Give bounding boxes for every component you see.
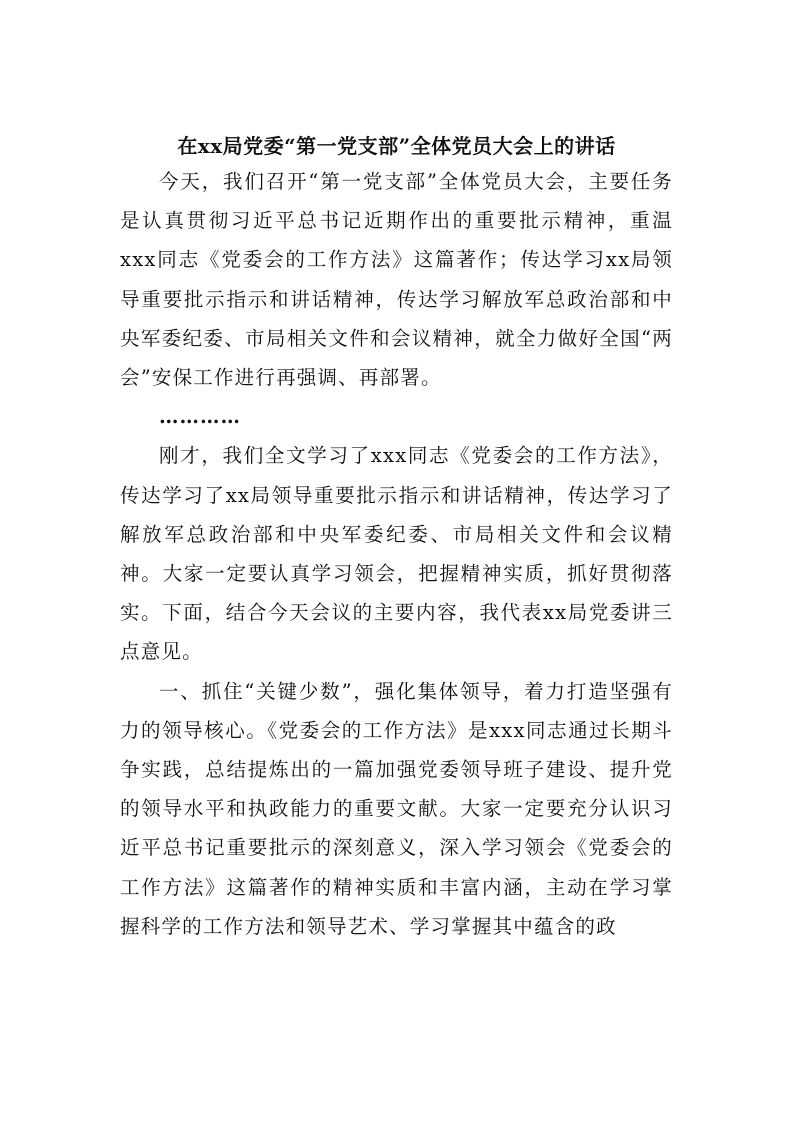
paragraph-ellipsis: ………… bbox=[159, 405, 241, 429]
paragraph-point-one: 一、抓住“关键少数”，强化集体领导，着力打造坚强有力的领导核心。《党委会的工作方法》是xxx同志通过长期斗争实践，总结提炼出的一篇加强党委领导班子建设、提升党的领导水平和执政能力的重要文献。大家一定要充分认识习近平总书记重要批示的深刻意义，深入学习领会《党委会的工作方法》这篇著作的精神实质和丰富内涵，主动在学习掌握科学的工作方法和领导艺术、学习掌握其中蕴含的政 bbox=[120, 679, 673, 938]
document-body bbox=[120, 162, 673, 946]
paragraph-summary: 刚才，我们全文学习了xxx同志《党委会的工作方法》，传达学习了xx局领导重要批示指示和讲话精神，传达学习了解放军总政治部和中央军委纪委、市局相关文件和会议精神。大家一定要认真学习领会，把握精神实质，抓好贯彻落实。下面，结合今天会议的主要内容，我代表xx局党委讲三点意见。 bbox=[120, 444, 673, 664]
document-title: 在xx局党委“第一党支部”全体党员大会上的讲话 bbox=[177, 134, 616, 158]
paragraph-opening: 今天，我们召开“第一党支部”全体党员大会，主要任务是认真贯彻习近平总书记近期作出的重要批示精神，重温xxx同志《党委会的工作方法》这篇著作；传达学习xx局领导重要批示指示和讲话精神，传达学习解放军总政治部和中央军委纪委、市局相关文件和会议精神，就全力做好全国“两会”安保工作进行再强调、再部署。 bbox=[120, 170, 673, 390]
